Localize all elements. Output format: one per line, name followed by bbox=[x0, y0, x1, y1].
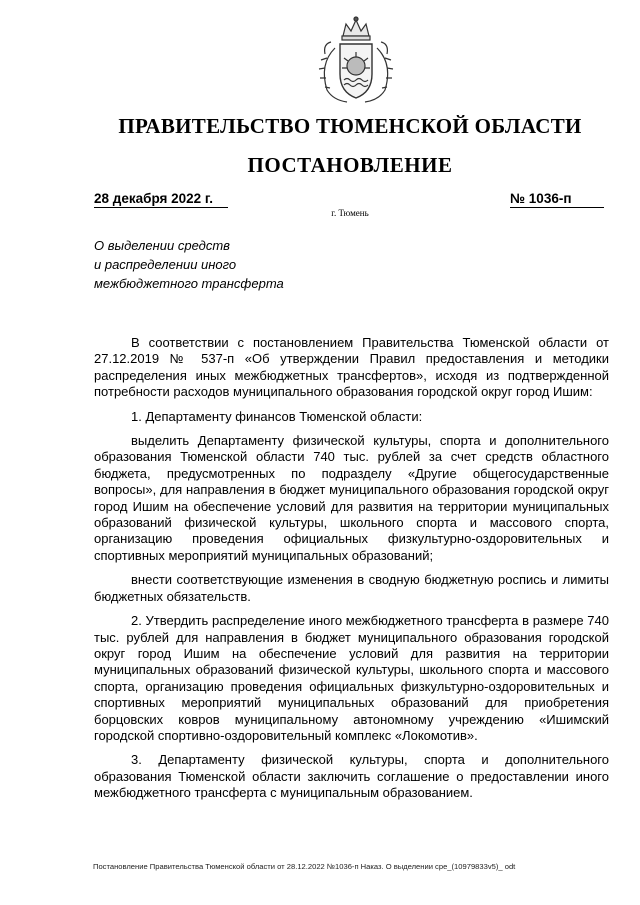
document-subject bbox=[94, 236, 324, 293]
subject-line: межбюджетного трансферта bbox=[94, 276, 284, 291]
body-paragraph: 1. Департаменту финансов Тюменской области: bbox=[131, 408, 423, 424]
organization-title: ПРАВИТЕЛЬСТВО ТЮМЕНСКОЙ ОБЛАСТИ bbox=[118, 114, 582, 138]
document-type-title: ПОСТАНОВЛЕНИЕ bbox=[247, 153, 453, 177]
document-number: № 1036-п bbox=[510, 191, 604, 208]
document-city: г. Тюмень bbox=[331, 208, 369, 218]
document-date: 28 декабря 2022 г. bbox=[94, 191, 228, 208]
body-paragraph: В соответствии с постановлением Правительства Тюменской области от 27.12.2019 № 537-п «Об утверждении Правил предоставления и методики распределения иных межбюджетных трансфертов», исходя из подтвержденной потребности расходов муниципального образования городской округ город Ишим: bbox=[94, 335, 609, 400]
page-footer: Постановление Правительства Тюменской области от 28.12.2022 №1036-п Наказ. О выделении сре_(10979833v5)_ odt bbox=[93, 862, 516, 871]
body-paragraph: выделить Департаменту физической культуры, спорта и дополнительного образования Тюменской области 740 тыс. рублей за счет средств областного бюджета, предусмотренных по подразделу «Другие общегосударственные вопросы», для направления в бюджет муниципального образования городской округ город Ишим на обеспечение условий для развития на территории муниципальных образований физической культуры, школьного спорта и массового спорта, организацию проведения официальных физкультурно-оздоровительных и спортивных мероприятий муниципальных образований; bbox=[94, 433, 609, 563]
document-body bbox=[94, 335, 609, 810]
subject-line: и распределении иного bbox=[94, 257, 237, 272]
coat-of-arms-emblem bbox=[313, 14, 399, 108]
body-paragraph: 2. Утвердить распределение иного межбюджетного трансферта в размере 740 тыс. рублей для направления в бюджет муниципального образования городской округ город Ишим на обеспечение условий для развития на территории муниципальных образований физической культуры, школьного спорта и массового спорта, организацию проведения официальных физкультурно-оздоровительных и спортивных мероприятий муниципальных образований для приобретения борцовских ковров муниципальному автономному учреждению «Ишимский городской спортивно-оздоровительный комплекс «Локомотив». bbox=[94, 613, 609, 743]
body-paragraph: внести соответствующие изменения в сводную бюджетную роспись и лимиты бюджетных обязательств. bbox=[94, 572, 609, 604]
subject-line: О выделении средств bbox=[94, 238, 230, 253]
body-paragraph: 3. Департаменту физической культуры, спорта и дополнительного образования Тюменской области заключить соглашение о предоставлении иного межбюджетного трансферта с муниципальным образованием. bbox=[94, 752, 609, 801]
